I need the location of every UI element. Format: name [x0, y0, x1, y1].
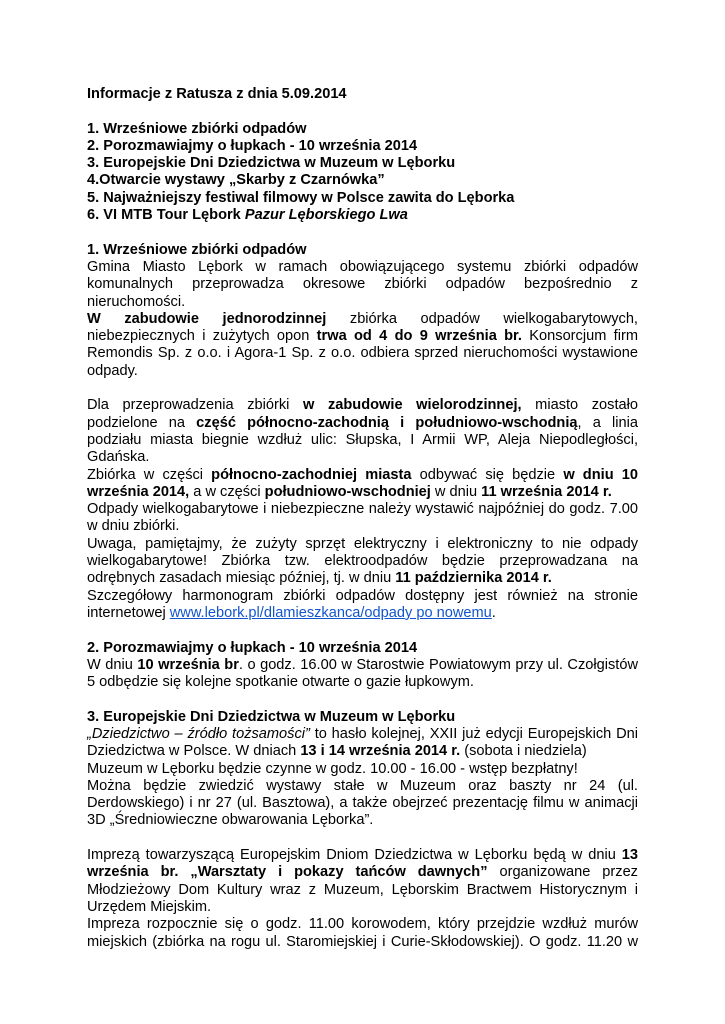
- section-2-paragraph: W dniu 10 września br. o godz. 16.00 w Starostwie Powiatowym przy ul. Czołgistów 5 odbędzie się kolejne spotkanie otwarte o gazie łupkowym.: [87, 656, 638, 691]
- table-of-contents: [87, 121, 638, 225]
- section-1-intro: Gmina Miasto Lębork w ramach obowiązującego systemu zbiórki odpadów komunalnych przeprowadza okresowe zbiórki odpadów bezpośrednio z nieruchomości.: [87, 258, 638, 310]
- toc-item: 6. VI MTB Tour Lębork Pazur Lęborskiego Lwa: [87, 207, 408, 224]
- section-1-heading: 1. Wrześniowe zbiórki odpadów: [87, 241, 307, 258]
- document-title: Informacje z Ratusza z dnia 5.09.2014: [87, 86, 347, 102]
- toc-item: 1. Wrześniowe zbiórki odpadów: [87, 120, 307, 137]
- section-1-paragraph: Dla przeprowadzenia zbiórki w zabudowie wielorodzinnej, miasto zostało podzielone na część północno-zachodnią i południowo-wschodnią, a linia podziału miasta biegnie wzdłuż ulic: Słupska, I Armii WP, Aleja Niepodległości, Gdańska.: [87, 397, 638, 466]
- section-2-heading: 2. Porozmawiajmy o łupkach - 10 września 2014: [87, 639, 418, 656]
- waste-schedule-link[interactable]: www.lebork.pl/dlamieszkanca/odpady po nowemu: [169, 604, 492, 621]
- section-3-paragraph: Imprezą towarzyszącą Europejskim Dniom Dziedzictwa w Lęborku będą w dniu 13 września br. „Warsztaty i pokazy tańców dawnych” organizowane przez Młodzieżowy Dom Kultury wraz z Muzeum, Lęborskim Bractwem Historycznym i Urzędem Miejskim.: [87, 847, 638, 915]
- section-1-paragraph: Odpady wielkogabarytowe i niebezpieczne należy wystawić najpóźniej do godz. 7.00 w dniu zbiórki.: [87, 501, 638, 535]
- toc-item: 5. Najważniejszy festiwal filmowy w Polsce zawita do Lęborka: [87, 189, 515, 206]
- section-1-paragraph: Szczegółowy harmonogram zbiórki odpadów dostępny jest również na stronie internetowej www.lebork.pl/dlamieszkanca/odpady po nowemu.: [87, 587, 638, 621]
- section-3-heading: 3. Europejskie Dni Dziedzictwa w Muzeum w Lęborku: [87, 708, 456, 725]
- section-3-paragraph: Można będzie zwiedzić wystawy stałe w Muzeum oraz baszty nr 24 (ul. Derdowskiego) i nr 27 (ul. Basztowa), a także obejrzeć prezentację filmu w animacji 3D „Średniowieczne obwarowania Lęborka”.: [87, 777, 638, 829]
- section-1-paragraph: Uwaga, pamiętajmy, że zużyty sprzęt elektryczny i elektroniczny to nie odpady wielkogabarytowe! Zbiórka tzw. elektroodpadów będzie przeprowadzana na odrębnych zasadach miesiąc później, tj. w dniu 11 października 2014 r.: [87, 535, 638, 587]
- toc-item: 2. Porozmawiajmy o łupkach - 10 września 2014: [87, 137, 418, 154]
- document-page: [87, 86, 638, 951]
- section-1-paragraph: Zbiórka w części północno-zachodniej miasta odbywać się będzie w dniu 10 września 2014, a w części południowo-wschodniej w dniu 11 września 2014 r.: [87, 466, 638, 500]
- toc-item: 3. Europejskie Dni Dziedzictwa w Muzeum w Lęborku: [87, 155, 456, 172]
- section-1-paragraph: W zabudowie jednorodzinnej zbiórka odpadów wielkogabarytowych, niebezpiecznych i zużytych opon trwa od 4 do 9 września br. Konsorcjum firm Remondis Sp. z o.o. i Agora-1 Sp. z o.o. odbiera sprzed nieruchomości wystawione odpady.: [87, 310, 638, 379]
- section-3-paragraph: „Dziedzictwo – źródło tożsamości” to hasło kolejnej, XXII już edycji Europejskich Dni Dziedzictwa w Polsce. W dniach 13 i 14 września 2014 r. (sobota i niedziela): [87, 725, 638, 760]
- section-3-paragraph: Impreza rozpocznie się o godz. 11.00 korowodem, który przejdzie wzdłuż murów miejskich (zbiórka na rogu ul. Staromiejskiej i Curie-Skłodowskiej). O godz. 11.20 w: [87, 916, 638, 950]
- toc-item: 4.Otwarcie wystawy „Skarby z Czarnówka”: [87, 172, 385, 189]
- section-3-paragraph: Muzeum w Lęborku będzie czynne w godz. 10.00 - 16.00 - wstęp bezpłatny!: [87, 760, 578, 777]
